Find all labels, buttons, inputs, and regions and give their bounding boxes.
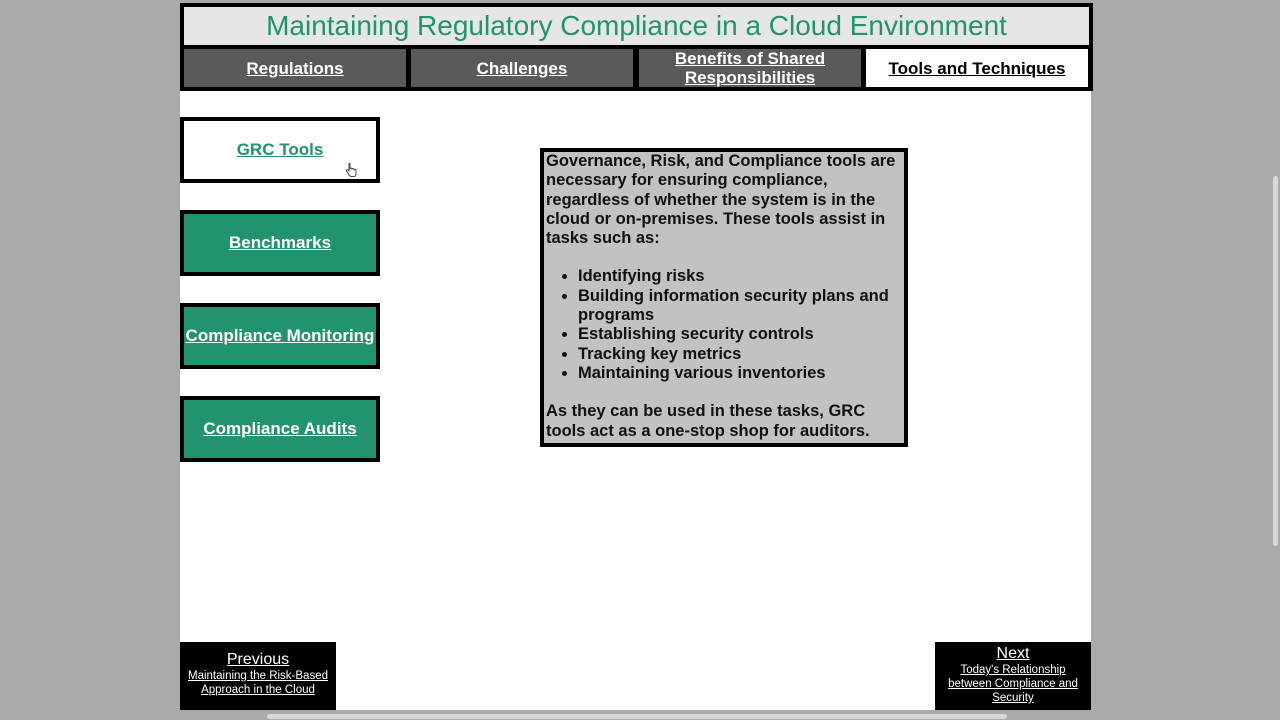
list-item: • Building information security plans and programs	[578, 287, 904, 326]
compliance-audits-button[interactable]: Compliance Audits	[180, 396, 380, 462]
list-item: • Tracking key metrics	[578, 345, 904, 364]
vertical-scrollbar[interactable]	[1270, 0, 1280, 720]
content-outro: As they can be used in these tasks, GRC tools act as a one-stop shop for auditors.	[546, 402, 870, 440]
content-panel	[540, 148, 908, 447]
tab-benefits-of-shared-responsibilities[interactable]: Benefits of Shared Responsibilities	[639, 49, 861, 87]
hand-pointer-icon	[345, 163, 357, 177]
compliance-monitoring-button[interactable]: Compliance Monitoring	[180, 303, 380, 369]
tab-tools-and-techniques[interactable]: Tools and Techniques	[866, 49, 1088, 87]
tab-regulations[interactable]: Regulations	[184, 49, 406, 87]
previous-button[interactable]	[180, 642, 336, 710]
next-subtitle: Today's Relationship between Compliance and Security	[948, 664, 1078, 704]
grc-tools-button[interactable]: GRC Tools	[180, 117, 380, 183]
horizontal-scrollbar-thumb[interactable]	[267, 714, 1007, 719]
next-label: Next	[996, 645, 1030, 662]
list-item: • Establishing security controls	[578, 325, 904, 344]
previous-subtitle: Maintaining the Risk-Based Approach in the Cloud	[188, 670, 328, 696]
vertical-scrollbar-thumb[interactable]	[1273, 176, 1278, 546]
content-intro: Governance, Risk, and Compliance tools are necessary for ensuring compliance, regardless of whether the system is in the cloud or on-premises. These tools assist in tasks such as:	[546, 152, 896, 248]
title-bar	[184, 7, 1089, 45]
header	[180, 3, 1093, 91]
benchmarks-button[interactable]: Benchmarks	[180, 210, 380, 276]
next-button[interactable]	[935, 642, 1091, 710]
list-item: • Maintaining various inventories	[578, 364, 904, 383]
course-page	[180, 3, 1091, 710]
page-title: Maintaining Regulatory Compliance in a Cloud Environment	[266, 10, 1007, 41]
previous-label: Previous	[226, 651, 290, 668]
task-list	[546, 267, 904, 383]
tab-challenges[interactable]: Challenges	[411, 49, 633, 87]
list-item: • Identifying risks	[578, 267, 904, 286]
